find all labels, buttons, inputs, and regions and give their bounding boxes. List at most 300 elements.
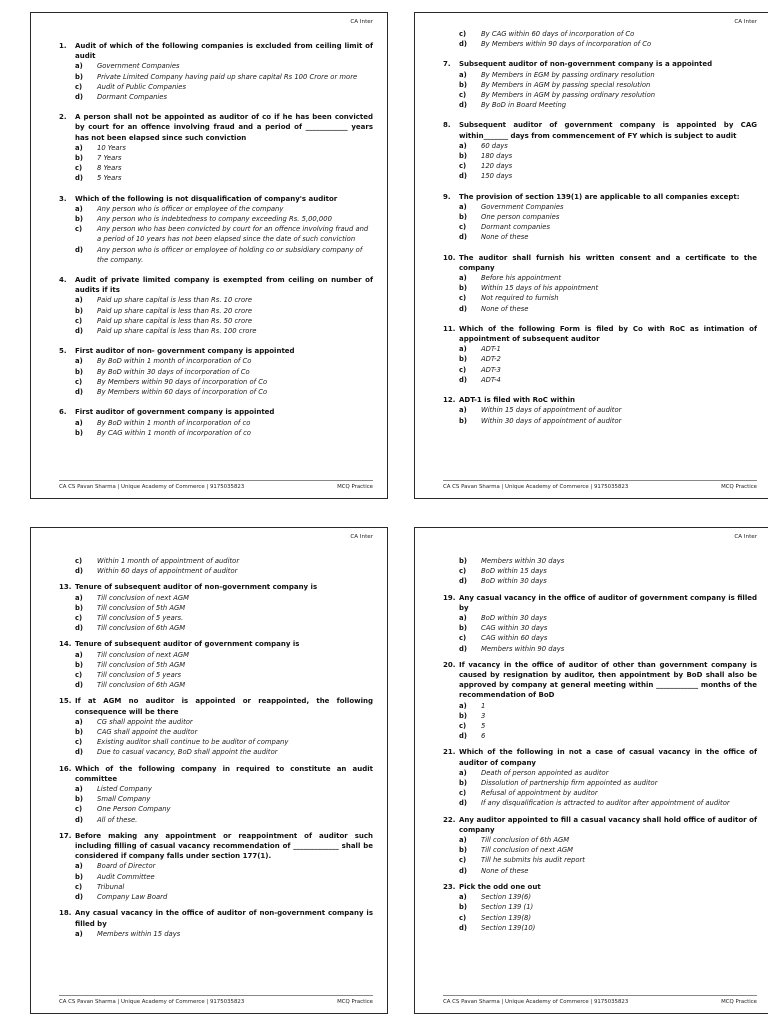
question-text: First auditor of non- government company is appointed	[75, 347, 295, 356]
question-10	[443, 253, 757, 314]
option-text: By BoD within 1 month of incorporation of Co	[97, 357, 252, 366]
option-letter: c)	[459, 856, 467, 865]
question-text: Any auditor appointed to fill a casual vacancy shall hold office of auditor of company	[459, 815, 757, 834]
option-text: Small Company	[97, 795, 151, 804]
option	[59, 295, 373, 305]
option-text: Any person who is officer or employee of the company	[97, 204, 284, 213]
option-text: 5	[481, 722, 486, 731]
option	[443, 100, 757, 110]
question-15	[59, 696, 373, 757]
option-letter: a)	[459, 768, 467, 777]
question-18	[59, 908, 373, 939]
option-letter: c)	[459, 634, 467, 643]
option	[443, 202, 757, 212]
option	[443, 711, 757, 721]
option-text: All of these.	[97, 815, 138, 824]
continued-options	[443, 556, 757, 587]
option	[443, 778, 757, 788]
option-letter: a)	[459, 274, 467, 283]
footer-title: MCQ Practice	[721, 484, 757, 490]
question-12	[443, 395, 757, 426]
page-header: CA Inter	[350, 19, 373, 25]
option-text: Section 139(8)	[481, 913, 532, 922]
question-number: 21.	[443, 748, 456, 757]
question-7	[443, 59, 757, 110]
question-number: 15.	[59, 697, 72, 706]
option-text: Till conclusion of 5th AGM	[97, 603, 186, 612]
option-letter: c)	[459, 567, 467, 576]
option	[443, 913, 757, 923]
option-letter: b)	[75, 872, 83, 881]
document-page-1	[30, 12, 388, 499]
option-text: Any person who is officer or employee of holding co or subsidiary company of the company.	[97, 245, 363, 264]
option-letter: d)	[75, 388, 83, 397]
option	[59, 660, 373, 670]
page-content	[59, 556, 373, 939]
option	[443, 866, 757, 876]
question-number: 6.	[59, 408, 67, 417]
option-text: By Members in AGM by passing ordinary resolution	[481, 91, 656, 100]
question-text: Tenure of subsequent auditor of government company is	[75, 640, 300, 649]
page-header: CA Inter	[734, 534, 757, 540]
option-letter: a)	[75, 204, 83, 213]
option-letter: d)	[75, 748, 83, 757]
option-letter: b)	[459, 284, 467, 293]
question-stem	[443, 253, 757, 273]
question-stem	[59, 908, 373, 928]
option-letter: d)	[75, 567, 83, 576]
option-letter: c)	[459, 30, 467, 38]
question-text: Before making any appointment or reappointment of auditor such including filling of casual vacancy recommendation of _____________ shall be considered if company falls under section 177(1).	[75, 831, 373, 861]
option-letter: a)	[75, 357, 83, 366]
option	[59, 92, 373, 102]
option	[59, 929, 373, 939]
option-letter: b)	[459, 80, 467, 89]
option	[443, 293, 757, 303]
question-number: 14.	[59, 640, 72, 649]
option-text: Company Law Board	[97, 893, 168, 902]
option-text: Within 30 days of appointment of auditor	[481, 416, 622, 425]
option-text: By CAG within 1 month of incorporation of co	[97, 428, 251, 437]
option	[59, 153, 373, 163]
option	[59, 872, 373, 882]
option-letter: d)	[459, 866, 467, 875]
option-letter: b)	[459, 355, 467, 364]
option-letter: a)	[459, 345, 467, 354]
option-letter: c)	[75, 557, 83, 565]
question-8	[443, 120, 757, 181]
option-letter: d)	[459, 732, 467, 741]
footer-title: MCQ Practice	[721, 999, 757, 1005]
page-content	[59, 41, 373, 438]
option-letter: c)	[459, 913, 467, 922]
question-number: 23.	[443, 882, 456, 891]
option	[59, 815, 373, 825]
option	[59, 613, 373, 623]
question-stem	[59, 41, 373, 61]
page-footer	[59, 480, 373, 490]
option	[59, 173, 373, 183]
option-text: None of these	[481, 304, 529, 313]
option	[443, 845, 757, 855]
option	[59, 727, 373, 737]
option-text: Listed Company	[97, 785, 152, 794]
question-16	[59, 764, 373, 825]
question-stem	[443, 882, 757, 892]
question-stem	[443, 192, 757, 202]
option-text: Within 15 days of appointment of auditor	[481, 406, 622, 415]
question-14	[59, 639, 373, 690]
option-text: Paid up share capital is less than Rs. 20 crore	[97, 306, 253, 315]
option	[59, 367, 373, 377]
option-text: Audit Committee	[97, 872, 155, 881]
option-letter: d)	[459, 375, 467, 384]
option-text: Existing auditor shall continue to be auditor of company	[97, 738, 289, 747]
option-letter: c)	[75, 225, 83, 234]
option	[443, 576, 757, 586]
question-stem	[443, 59, 757, 69]
option	[59, 356, 373, 366]
option	[59, 82, 373, 92]
option-text: 120 days	[481, 162, 513, 171]
option-text: BoD within 30 days	[481, 577, 547, 586]
option	[443, 416, 757, 426]
option	[443, 892, 757, 902]
continued-options	[59, 556, 373, 576]
option-letter: b)	[459, 711, 467, 720]
option-letter: a)	[459, 701, 467, 710]
option	[443, 304, 757, 314]
option	[443, 405, 757, 415]
option	[59, 306, 373, 316]
question-text: ADT-1 is filed with RoC within	[459, 396, 575, 405]
option-letter: b)	[459, 624, 467, 633]
question-number: 5.	[59, 347, 67, 356]
option	[443, 644, 757, 654]
question-3	[59, 194, 373, 265]
option-text: Section 139 (1)	[481, 903, 534, 912]
question-number: 9.	[443, 192, 451, 201]
question-text: Any casual vacancy in the office of auditor of non-government company is filled by	[75, 909, 373, 928]
option	[59, 737, 373, 747]
question-number: 2.	[59, 113, 67, 122]
option-letter: a)	[75, 785, 83, 794]
question-number: 4.	[59, 276, 67, 285]
question-2	[59, 112, 373, 183]
option	[59, 680, 373, 690]
option	[59, 387, 373, 397]
option-text: 180 days	[481, 152, 513, 161]
option	[59, 566, 373, 576]
option	[59, 163, 373, 173]
question-number: 16.	[59, 764, 72, 773]
option-letter: d)	[75, 815, 83, 824]
question-21	[443, 747, 757, 808]
option-text: Paid up share capital is less than Rs. 100 crore	[97, 327, 257, 336]
question-1	[59, 41, 373, 102]
question-5	[59, 346, 373, 397]
option-text: ADT-1	[481, 345, 501, 354]
option-letter: c)	[75, 377, 83, 386]
option-text: Within 15 days of his appointment	[481, 284, 599, 293]
option	[443, 701, 757, 711]
question-text: If vacancy in the office of auditor of other than government company is caused by resignation by auditor, then appointment by BoD shall also be approved by company at general meeting within ____________ months of the recommendation of BoD	[459, 660, 757, 700]
question-text: A person shall not be appointed as auditor of co if he has been convicted by court for an offence involving fraud and a period of ____________ years has not been elapsed since such conviction	[75, 113, 373, 142]
option	[443, 566, 757, 576]
option	[59, 861, 373, 871]
option	[443, 212, 757, 222]
option	[59, 245, 373, 265]
option-letter: b)	[75, 367, 83, 376]
option-text: Any person who is indebtedness to company exceeding Rs. 5,00,000	[97, 215, 332, 224]
option-text: Section 139(6)	[481, 893, 532, 902]
question-text: Any casual vacancy in the office of auditor of government company is filled by	[459, 593, 757, 612]
option	[59, 882, 373, 892]
option-letter: c)	[459, 365, 467, 374]
option-text: 60 days	[481, 141, 508, 150]
option-letter: b)	[459, 152, 467, 161]
option-letter: d)	[75, 624, 83, 633]
option-text: 10 Years	[97, 143, 126, 152]
option-text: 1	[481, 701, 486, 710]
option	[59, 556, 373, 566]
option	[59, 892, 373, 902]
option-letter: b)	[459, 416, 467, 425]
page-footer	[443, 480, 757, 490]
footer-title: MCQ Practice	[337, 999, 373, 1005]
option-text: 150 days	[481, 172, 513, 181]
question-stem	[59, 764, 373, 784]
question-number: 19.	[443, 593, 456, 602]
question-text: Audit of private limited company is exempted from ceiling on number of audits if its	[75, 276, 373, 295]
footer-author: CA CS Pavan Sharma | Unique Academy of Commerce | 9175035823	[443, 484, 629, 490]
option-text: Within 1 month of appointment of auditor	[97, 557, 240, 565]
option-letter: b)	[459, 779, 467, 788]
question-text: The provision of section 139(1) are applicable to all companies except:	[459, 192, 740, 201]
question-11	[443, 324, 757, 385]
option-letter: b)	[75, 795, 83, 804]
question-13	[59, 582, 373, 633]
option-text: 5 Years	[97, 174, 122, 183]
option-letter: b)	[459, 557, 467, 565]
question-6	[59, 407, 373, 438]
option-text: Due to casual vacancy, BoD shall appoint the auditor	[97, 748, 278, 757]
question-number: 12.	[443, 396, 456, 405]
question-stem	[59, 275, 373, 295]
option-letter: d)	[459, 644, 467, 653]
option	[59, 377, 373, 387]
question-23	[443, 882, 757, 933]
question-17	[59, 831, 373, 902]
option-text: ADT-2	[481, 355, 501, 364]
option-text: Till conclusion of 5 years.	[97, 614, 184, 623]
option-text: Paid up share capital is less than Rs. 50 crore	[97, 316, 253, 325]
footer-author: CA CS Pavan Sharma | Unique Academy of Commerce | 9175035823	[443, 999, 629, 1005]
option-text: Till conclusion of next AGM	[97, 650, 190, 659]
option-text: Till conclusion of 6th AGM	[97, 681, 186, 690]
option-text: Within 60 days of appointment of auditor	[97, 567, 238, 576]
option	[443, 70, 757, 80]
option-text: Members within 15 days	[97, 929, 181, 938]
option-letter: a)	[459, 406, 467, 415]
option-text: By CAG within 60 days of incorporation of Co	[481, 30, 635, 38]
option-text: Till conclusion of 6th AGM	[97, 624, 186, 633]
option-text: Government Companies	[97, 62, 180, 71]
option	[443, 375, 757, 385]
option-text: One Person Company	[97, 805, 171, 814]
option-text: 8 Years	[97, 164, 122, 173]
question-text: Which of the following company in required to constitute an audit committee	[75, 764, 373, 783]
page-header: CA Inter	[734, 19, 757, 25]
option-text: CAG shall appoint the auditor	[97, 728, 198, 737]
option-letter: b)	[75, 660, 83, 669]
option-letter: d)	[459, 101, 467, 110]
option-text: By Members within 90 days of incorporation of Co	[481, 40, 652, 49]
option-text: Not required to furnish	[481, 294, 559, 303]
option-letter: a)	[75, 929, 83, 938]
option	[443, 633, 757, 643]
question-text: Subsequent auditor of government company is appointed by CAG within_______ days from commencement of FY which is subject to audit	[459, 121, 757, 140]
question-stem	[59, 112, 373, 143]
option-letter: c)	[75, 805, 83, 814]
option-text: Government Companies	[481, 202, 564, 211]
option-letter: d)	[459, 40, 467, 49]
option	[59, 204, 373, 214]
option-text: By Members in EGM by passing ordinary resolution	[481, 70, 655, 79]
option-letter: c)	[75, 882, 83, 891]
option	[443, 344, 757, 354]
option-text: Death of person appointed as auditor	[481, 768, 609, 777]
option-letter: c)	[459, 294, 467, 303]
option-text: By Members within 90 days of incorporation of Co	[97, 377, 268, 386]
option	[443, 232, 757, 242]
option	[443, 90, 757, 100]
option-letter: b)	[459, 903, 467, 912]
option-letter: a)	[75, 650, 83, 659]
option-text: None of these	[481, 866, 529, 875]
question-4	[59, 275, 373, 336]
option-letter: a)	[459, 202, 467, 211]
option-text: By Members in AGM by passing special resolution	[481, 80, 651, 89]
option-letter: c)	[75, 164, 83, 173]
option-letter: d)	[75, 327, 83, 336]
option-letter: d)	[75, 93, 83, 102]
option	[59, 428, 373, 438]
question-text: Which of the following is not disqualification of company's auditor	[75, 194, 338, 203]
option-text: Dissolution of partnership firm appointed as auditor	[481, 779, 658, 788]
option-letter: b)	[75, 603, 83, 612]
option-text: ADT-3	[481, 365, 501, 374]
question-text: Audit of which of the following companies is excluded from ceiling limit of audit	[75, 42, 373, 61]
option	[443, 222, 757, 232]
question-text: Which of the following Form is filed by Co with RoC as intimation of appointment of subsequent auditor	[459, 324, 757, 344]
question-stem	[443, 120, 757, 140]
option-text: BoD within 30 days	[481, 614, 547, 623]
footer-author: CA CS Pavan Sharma | Unique Academy of Commerce | 9175035823	[59, 999, 245, 1005]
question-number: 17.	[59, 831, 72, 840]
option-letter: a)	[459, 614, 467, 623]
page-footer	[443, 995, 757, 1005]
question-number: 22.	[443, 815, 456, 824]
option-letter: b)	[75, 215, 83, 224]
option-text: 6	[481, 732, 486, 741]
option-text: Refusal of appointment by auditor	[481, 789, 598, 798]
option	[443, 283, 757, 293]
option	[59, 784, 373, 794]
option-letter: a)	[459, 141, 467, 150]
option-letter: b)	[75, 428, 83, 437]
page-content	[443, 29, 757, 426]
option	[59, 61, 373, 71]
question-number: 7.	[443, 60, 451, 69]
option	[59, 623, 373, 633]
option	[443, 273, 757, 283]
option	[59, 72, 373, 82]
question-number: 13.	[59, 583, 72, 592]
question-stem	[443, 324, 757, 344]
option-letter: d)	[75, 174, 83, 183]
question-text: Subsequent auditor of non-government company is a appointed	[459, 60, 713, 69]
option-text: By BoD within 30 days of incorporation of Co	[97, 367, 250, 376]
question-22	[443, 815, 757, 876]
question-stem	[59, 639, 373, 649]
option-letter: c)	[459, 722, 467, 731]
option-letter: c)	[75, 82, 83, 91]
option-text: ADT-4	[481, 375, 501, 384]
option	[59, 593, 373, 603]
option	[59, 603, 373, 613]
option-text: 7 Years	[97, 154, 122, 163]
option-letter: d)	[459, 233, 467, 242]
option-letter: c)	[459, 789, 467, 798]
option	[59, 650, 373, 660]
option-letter: d)	[459, 304, 467, 313]
option	[59, 224, 373, 244]
option-letter: c)	[75, 738, 83, 747]
option	[59, 214, 373, 224]
continued-options	[443, 29, 757, 49]
option-letter: d)	[75, 245, 83, 254]
option	[59, 747, 373, 757]
document-page-3	[30, 527, 388, 1014]
option	[59, 717, 373, 727]
option-text: Dormant companies	[481, 223, 551, 232]
question-number: 8.	[443, 121, 451, 130]
question-stem	[59, 346, 373, 356]
option	[59, 316, 373, 326]
option-text: Dormant Companies	[97, 93, 168, 102]
question-stem	[443, 660, 757, 701]
option-text: Private Limited Company having paid up share capital Rs 100 Crore or more	[97, 72, 358, 81]
footer-author: CA CS Pavan Sharma | Unique Academy of Commerce | 9175035823	[59, 484, 245, 490]
option	[443, 354, 757, 364]
option	[443, 39, 757, 49]
option-letter: b)	[459, 846, 467, 855]
option-text: By Members within 60 days of incorporation of Co	[97, 388, 268, 397]
question-stem	[443, 747, 757, 767]
question-19	[443, 593, 757, 654]
option	[443, 29, 757, 39]
option-letter: b)	[75, 154, 83, 163]
question-text: Pick the odd one out	[459, 882, 541, 891]
option-letter: c)	[75, 671, 83, 680]
option-letter: c)	[75, 316, 83, 325]
option-text: Before his appointment	[481, 274, 562, 283]
footer-title: MCQ Practice	[337, 484, 373, 490]
option-letter: a)	[75, 717, 83, 726]
option	[443, 855, 757, 865]
question-number: 20.	[443, 660, 456, 669]
